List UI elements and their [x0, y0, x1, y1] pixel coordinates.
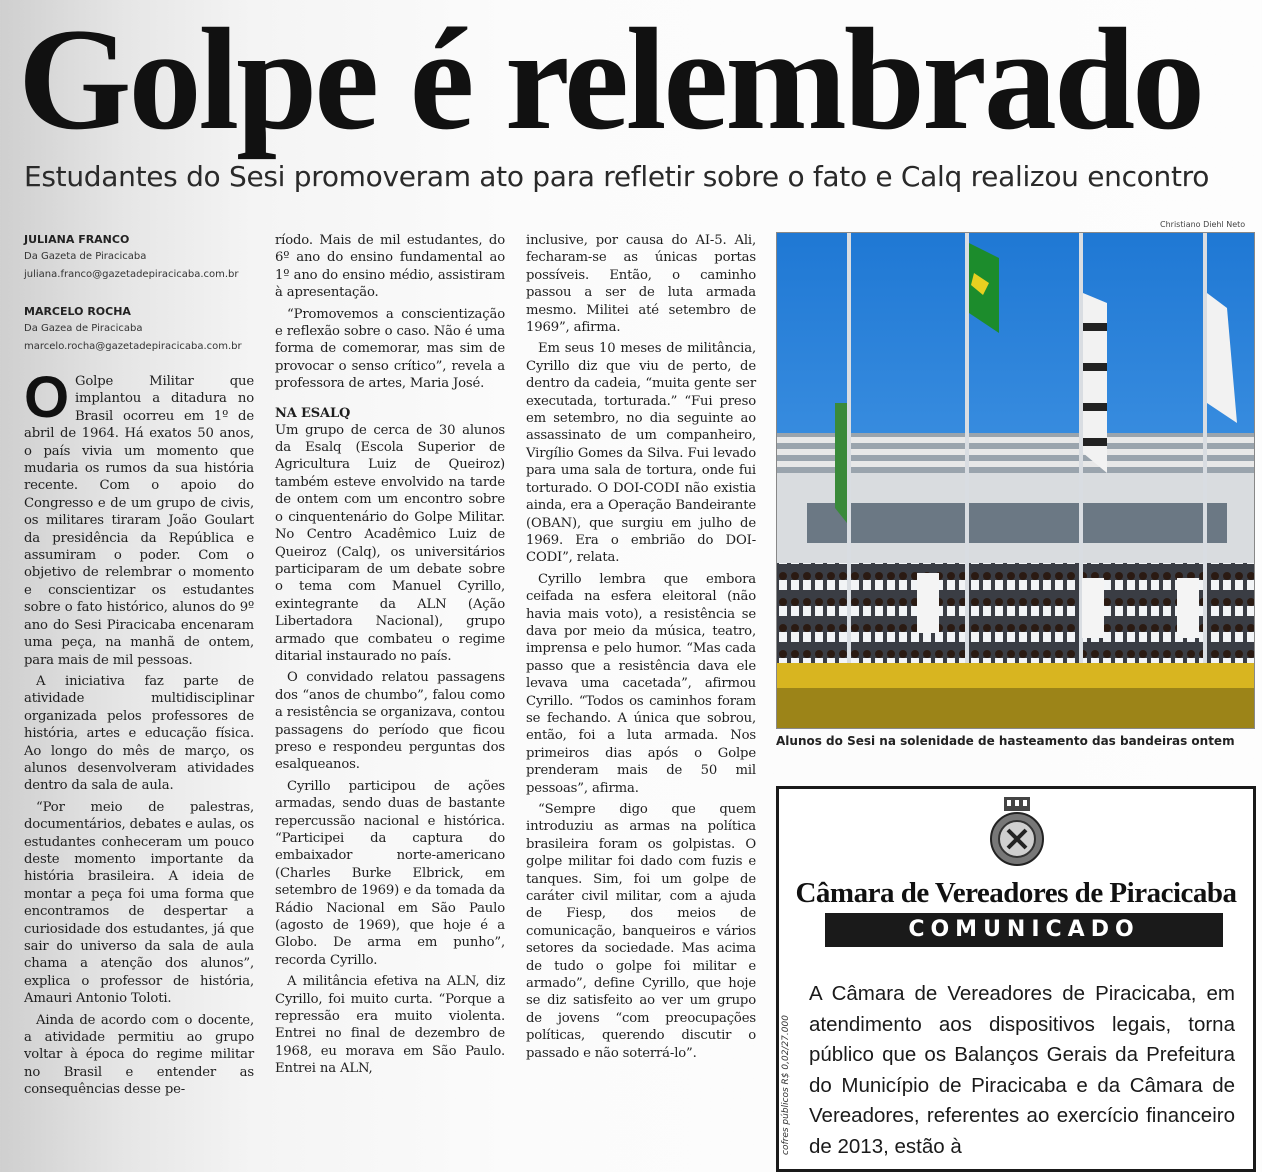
coat-of-arms-icon	[990, 797, 1044, 867]
paragraph: Em seus 10 meses de militância, Cyrillo diz que viu de perto, de dentro da cadeia, “muita gente ser executada, torturada.” “Fui preso em setembro, no dia seguinte ao assassinato de um companheiro, Virgílio Gomes da Silva. Fui levado para uma sala de tortura, onde fui torturado. O DOI-CODI não existia ainda, era a Operação Bandeirante (OBAN), que surgiu em julho de 1969. Era o embrião do DOI-CODI”, relata.	[526, 341, 756, 566]
author-org: Da Gazeta de Piracicaba	[24, 251, 147, 262]
paragraph: Cyrillo lembra que embora ceifada na esfera eleitoral (não havia mais voto), a resistência se dava por meio da música, teatro, imprensa e pelo humor. “Mas cada passo que a resistência dava ele levava uma cacetada”, afirmou Cyrillo. “Todos os caminhos foram se fechando. A única que sobrou, então, foi a luta armada. Nos primeiros dias após o Golpe prenderam mais de 50 mil pessoas”, afirma.	[526, 571, 756, 796]
ad-title: Câmara de Vereadores de Piracicaba	[795, 877, 1237, 909]
paragraph: Cyrillo participou de ações armadas, sendo duas de bastante repercussão nacional e histórica. “Participei da captura do embaixador norte-americano (Charles Burke Elbrick, em setembro de 1969) e da tomada da Rádio Nacional em São Paulo (agosto de 1969), que hoje é a Globo. De arma em punho”, recorda Cyrillo.	[275, 778, 505, 968]
paragraph: A militância efetiva na ALN, diz Cyrillo, foi muito curta. “Porque a repressão era muito violenta. Entrei no final de dezembro de 1968, eu morava em São Paulo. Entrei na ALN,	[275, 974, 505, 1077]
article-column-3	[526, 232, 756, 1066]
paragraph: ríodo. Mais de mil estudantes, do 6º ano do ensino fundamental ao 1º ano do ensino médio, assistiram à apresentação.	[275, 233, 505, 301]
paragraph: “Por meio de palestras, documentários, debates e aulas, os estudantes conheceram um pouco deste momento importante da história brasileira. A ideia de montar a peça foi uma forma que encontramos de despertar a curiosidade dos estudantes, já que sair do universo da sala de aula chama a atenção dos alunos”, explica o professor de história, Amauri Antonio Toloti.	[24, 799, 254, 1007]
author-email[interactable]: marcelo.rocha@gazetadepiracicaba.com.br	[24, 341, 242, 352]
flag-ceremony-illustration	[777, 233, 1254, 728]
article-column-2	[275, 232, 505, 1082]
byline	[24, 232, 260, 284]
section-subtitle: NA ESALQ	[275, 405, 351, 421]
news-photo	[776, 232, 1255, 729]
advertisement-box	[776, 786, 1256, 1172]
author-org: Da Gazea de Piracicaba	[24, 323, 143, 334]
author-name: MARCELO ROCHA	[24, 305, 131, 318]
paragraph: A iniciativa faz parte de atividade multidisciplinar organizada pelos professores de história, artes e educação física. Ao longo do mês de março, os alunos desenvolveram atividades dentro da sala de aula.	[24, 673, 254, 794]
headline: Golpe é relembrado	[18, 0, 1203, 160]
paragraph: “Sempre digo que quem introduziu as armas na política brasileira foram os golpistas. O golpe militar foi dado com fuzis e tanques. Sim, foi um golpe de caráter civil militar, com a ajuda de Fiesp, dos meios de comunicação, banqueiros e vários setores da sociedade. Mas acima de tudo o golpe foi militar e armado”, define Cyrillo, que hoje se diz satisfeito ao ver um grupo de jovens “com preocupações políticas, querendo discutir o passado e não soterrá-lo”.	[526, 802, 756, 1061]
drop-cap: O	[24, 365, 69, 430]
ad-text: A Câmara de Vereadores de Piracicaba, em atendimento aos dispositivos legais, torna público que os Balanços Gerais da Prefeitura do Município de Piracicaba e da Câmara de Vereadores, referentes ao exercício financeiro de 2013, estão à	[809, 982, 1235, 1158]
paragraph: O convidado relatou passagens dos “anos de chumbo”, falou como a resistência se organizava, contou passagens do período que ficou preso e respondeu perguntas dos esalqueanos.	[275, 670, 506, 773]
byline	[24, 304, 260, 356]
author-email[interactable]: juliana.franco@gazetadepiracicaba.com.br	[24, 269, 239, 280]
paragraph: “Promovemos a conscientização e reflexão sobre o caso. Não é uma forma de comemorar, mas sim de provocar o senso crítico”, revela a professora de artes, Maria José.	[275, 306, 505, 392]
author-name: JULIANA FRANCO	[24, 233, 130, 246]
ad-label: COMUNICADO	[825, 913, 1223, 947]
subheadline: Estudantes do Sesi promoveram ato para refletir sobre o fato e Calq realizou encontro	[24, 160, 1210, 193]
paragraph: O Golpe Militar que implantou a ditadura no Brasil ocorreu em 1º de abril de 1964. Há exatos 50 anos, o país vivia um momento que mudaria os rumos da sua história recente. Com o apoio do Congresso e de um grupo de civis, os militares tiraram João Goulart da presidência da República e assumiram o poder. Com o objetivo de relembrar o momento e conscientizar os estudantes sobre o fato histórico, alunos do 9º ano do Sesi Piracicaba encenaram uma peça, na manhã de ontem, para mais de mil pessoas.	[24, 365, 254, 668]
paragraph: inclusive, por causa do AI-5. Ali, fecharam-se as únicas portas possíveis. Então, o caminho passou a ser de luta armada mesmo. Militei até setembro de 1969”, afirma.	[526, 233, 756, 336]
paragraph: Um grupo de cerca de 30 alunos da Esalq (Escola Superior de Agricultura Luiz de Queiroz) também esteve envolvido na tarde de ontem com um encontro sobre o cinquentenário do Golpe Militar. No Centro Acadêmico Luiz de Queiroz (Calq), os universitários participaram de um debate sobre o tema com Manuel Cyrillo, exintegrante da ALN (Ação Libertadora Nacional), grupo armado que combateu o regime ditarial instaurado no país.	[275, 422, 505, 664]
ad-side-note: cofres públicos R$ 0,02/27.000	[781, 1015, 791, 1155]
bylines	[24, 232, 260, 376]
photo-credit: Christiano Diehl Neto	[1160, 220, 1246, 229]
article-column-1	[24, 365, 254, 1103]
paragraph: Ainda de acordo com o docente, a atividade permitiu ao grupo voltar à época do regime militar no Brasil e entender as consequências desse pe-	[24, 1012, 254, 1098]
photo-caption: Alunos do Sesi na solenidade de hasteamento das bandeiras ontem	[776, 734, 1235, 748]
